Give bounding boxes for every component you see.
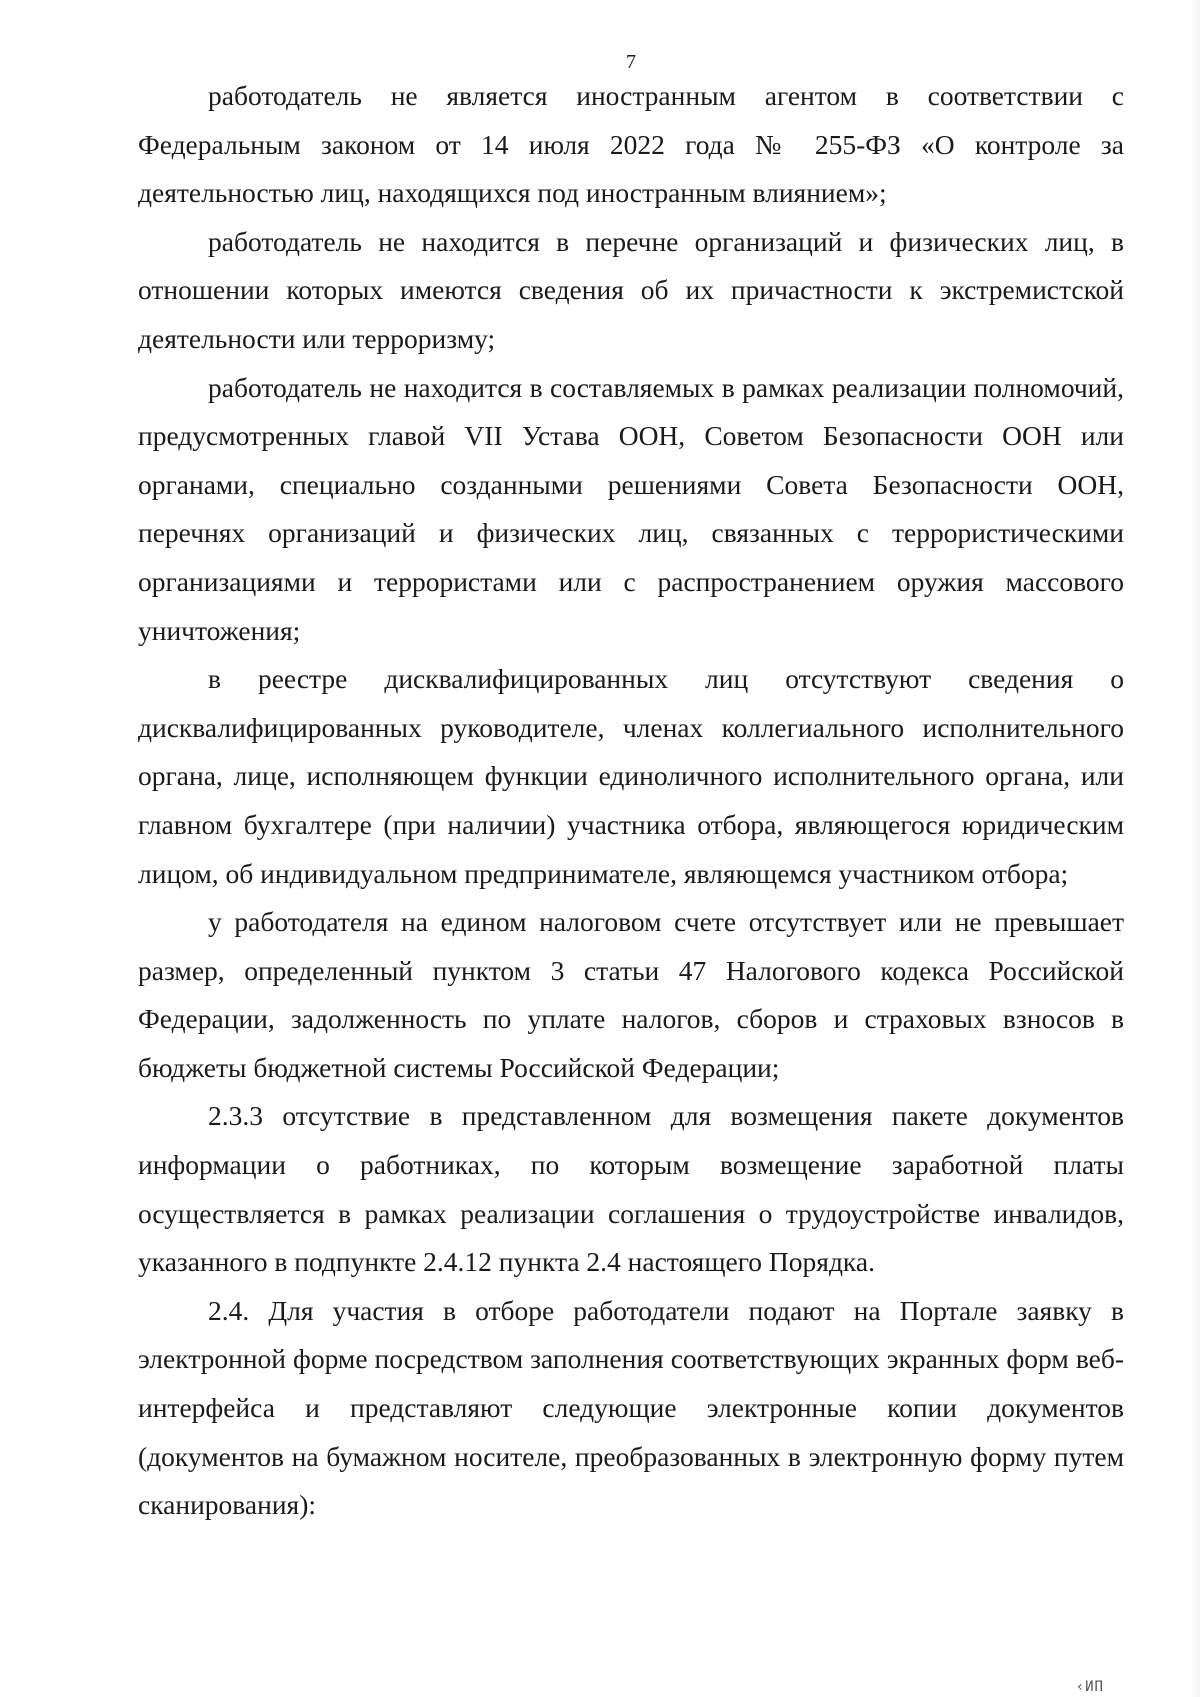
paragraph-foreign-agent: работодатель не является иностранным агентом в соответствии с Федеральным законом от 14 июля 2022 года № 255-ФЗ «О контроле за деятельностью лиц, находящихся под иностранным влиянием»;: [138, 80, 1124, 209]
paragraph-2-3-3: 2.3.3 отсутствие в представленном для возмещения пакете документов информации о работниках, по которым возмещение заработной платы осуществляется в рамках реализации соглашения о трудоустройстве инвалидов, указанного в подпункте 2.4.12 пункта 2.4 настоящего Порядка.: [138, 1100, 1124, 1278]
document-body: [138, 72, 1124, 1530]
paragraph-tax-debt: у работодателя на едином налоговом счете отсутствует или не превышает размер, определенный пунктом 3 статьи 47 Налогового кодекса Российской Федерации, задолженность по уплате налогов, сборов и страховых взносов в бюджеты бюджетной системы Российской Федерации;: [138, 906, 1124, 1083]
paragraph-extremism-list: работодатель не находится в перечне организаций и физических лиц, в отношении которых имеются сведения об их причастности к экстремистской деятельности или терроризму;: [138, 225, 1124, 354]
page-number: 7: [626, 51, 636, 73]
paragraph-disqualified-persons: в реестре дисквалифицированных лиц отсутствуют сведения о дисквалифицированных руководителе, членах коллегиального исполнительного органа, лице, исполняющем функции единоличного исполнительного органа, или главном бухгалтере (при наличии) участника отбора, являющегося юридическим лицом, об индивидуальном предпринимателе, являющемся участником отбора;: [138, 663, 1124, 889]
scan-mark: ‹ИП: [1075, 1679, 1104, 1695]
scan-edge-shadow: [1190, 0, 1200, 1697]
paragraph-2-4: 2.4. Для участия в отборе работодатели подают на Портале заявку в электронной форме посредством заполнения соответствующих экранных форм веб-интерфейса и представляют следующие электронные копии документов (документов на бумажном носителе, преобразованных в электронную форму путем сканирования):: [138, 1294, 1124, 1521]
paragraph-un-sanctions: работодатель не находится в составляемых в рамках реализации полномочий, предусмотренных главой VII Устава ООН, Советом Безопасности ООН или органами, специально созданными решениями Совета Безопасности ООН, перечнях организаций и физических лиц, связанных с террористическими организациями и террористами или с распространением оружия массового уничтожения;: [138, 371, 1124, 646]
